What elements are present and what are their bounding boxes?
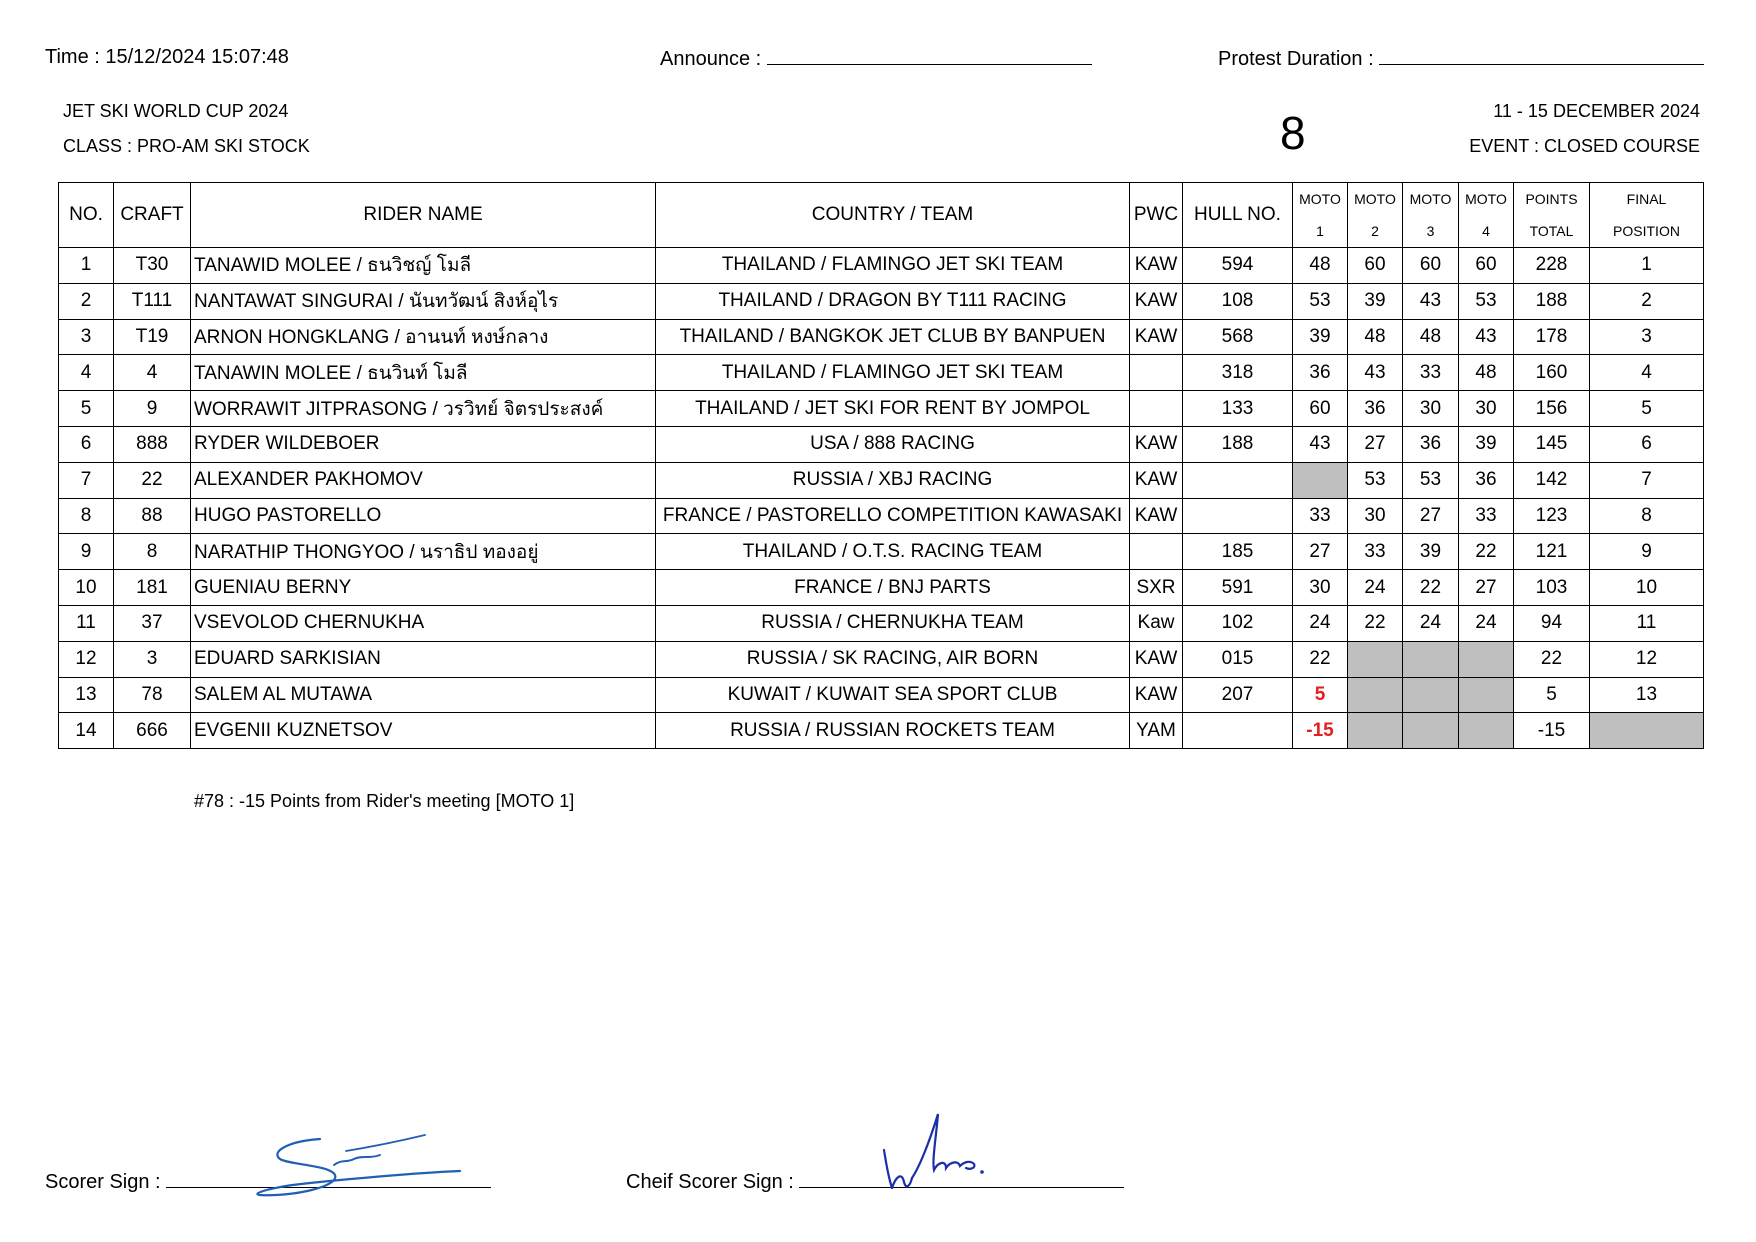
cell-rider-name: EVGENII KUZNETSOV: [191, 713, 656, 749]
col-header-moto-1: MOTO 1: [1293, 183, 1348, 248]
cell-points-total: 188: [1514, 283, 1590, 319]
cell-country-team: THAILAND / JET SKI FOR RENT BY JOMPOL: [656, 391, 1130, 427]
cell-rider-name: ALEXANDER PAKHOMOV: [191, 462, 656, 498]
cell-moto-1: 27: [1293, 534, 1348, 570]
cell-moto-4: [1459, 713, 1514, 749]
cell-pwc: [1130, 391, 1183, 427]
cell-country-team: THAILAND / DRAGON BY T111 RACING: [656, 283, 1130, 319]
cell-moto-3: 48: [1403, 319, 1459, 355]
col-header-moto-4: MOTO 4: [1459, 183, 1514, 248]
cell-rider-name: HUGO PASTORELLO: [191, 498, 656, 534]
cell-moto-3: 27: [1403, 498, 1459, 534]
cell-moto-2: [1348, 677, 1403, 713]
cell-rider-name: ARNON HONGKLANG / อานนท์ หงษ์กลาง: [191, 319, 656, 355]
cell-moto-2: 27: [1348, 426, 1403, 462]
cell-moto-2: 33: [1348, 534, 1403, 570]
cell-moto-3: 60: [1403, 248, 1459, 284]
cell-moto-4: 27: [1459, 570, 1514, 606]
cell-points-total: 145: [1514, 426, 1590, 462]
cell-moto-1: 36: [1293, 355, 1348, 391]
cell-craft: 4: [114, 355, 191, 391]
cell-final-position: 8: [1590, 498, 1704, 534]
cell-hull-no: 568: [1183, 319, 1293, 355]
cell-hull-no: 207: [1183, 677, 1293, 713]
cell-pwc: KAW: [1130, 426, 1183, 462]
cell-moto-4: 30: [1459, 391, 1514, 427]
cell-craft: 3: [114, 641, 191, 677]
cell-rider-name: SALEM AL MUTAWA: [191, 677, 656, 713]
cell-rider-name: NANTAWAT SINGURAI / นันทวัฒน์ สิงห์อุไร: [191, 283, 656, 319]
cell-moto-4: 39: [1459, 426, 1514, 462]
cell-hull-no: 108: [1183, 283, 1293, 319]
table-row: [59, 498, 1704, 534]
cell-points-total: 156: [1514, 391, 1590, 427]
results-table: [58, 182, 1704, 749]
cell-moto-2: 30: [1348, 498, 1403, 534]
penalty-note: #78 : -15 Points from Rider's meeting [MOTO 1]: [194, 791, 575, 811]
cell-hull-no: [1183, 713, 1293, 749]
cell-points-total: 178: [1514, 319, 1590, 355]
cell-hull-no: [1183, 462, 1293, 498]
cell-points-total: 121: [1514, 534, 1590, 570]
cell-rider-name: VSEVOLOD CHERNUKHA: [191, 605, 656, 641]
cell-craft: 37: [114, 605, 191, 641]
cell-no: 10: [59, 570, 114, 606]
table-row: [59, 605, 1704, 641]
cell-country-team: THAILAND / BANGKOK JET CLUB BY BANPUEN: [656, 319, 1130, 355]
cell-hull-no: 133: [1183, 391, 1293, 427]
cell-points-total: 5: [1514, 677, 1590, 713]
cell-hull-no: 594: [1183, 248, 1293, 284]
cell-points-total: -15: [1514, 713, 1590, 749]
cell-moto-2: 24: [1348, 570, 1403, 606]
protest-duration-field: [1218, 46, 1704, 71]
col-header-moto-3: MOTO 3: [1403, 183, 1459, 248]
cell-rider-name: TANAWID MOLEE / ธนวิชญ์ โมลี: [191, 248, 656, 284]
cell-pwc: KAW: [1130, 677, 1183, 713]
col-header-no: NO.: [59, 183, 114, 248]
table-row: [59, 677, 1704, 713]
cell-country-team: RUSSIA / RUSSIAN ROCKETS TEAM: [656, 713, 1130, 749]
cell-moto-2: 53: [1348, 462, 1403, 498]
cell-moto-1: 43: [1293, 426, 1348, 462]
cell-moto-1: -15: [1293, 713, 1348, 749]
cell-hull-no: 591: [1183, 570, 1293, 606]
cell-country-team: RUSSIA / SK RACING, AIR BORN: [656, 641, 1130, 677]
cell-points-total: 160: [1514, 355, 1590, 391]
cell-rider-name: GUENIAU BERNY: [191, 570, 656, 606]
cell-moto-1: 30: [1293, 570, 1348, 606]
cell-moto-1: 53: [1293, 283, 1348, 319]
cell-final-position: 11: [1590, 605, 1704, 641]
cell-pwc: KAW: [1130, 248, 1183, 284]
cell-hull-no: 185: [1183, 534, 1293, 570]
cell-rider-name: WORRAWIT JITPRASONG / วรวิทย์ จิตรประสงค์: [191, 391, 656, 427]
results-table-body: [59, 248, 1704, 749]
cell-country-team: RUSSIA / CHERNUKHA TEAM: [656, 605, 1130, 641]
cell-country-team: FRANCE / PASTORELLO COMPETITION KAWASAKI: [656, 498, 1130, 534]
cell-final-position: 3: [1590, 319, 1704, 355]
cell-craft: 22: [114, 462, 191, 498]
cell-moto-3: 53: [1403, 462, 1459, 498]
cell-moto-2: 60: [1348, 248, 1403, 284]
table-row: [59, 426, 1704, 462]
cell-moto-2: 43: [1348, 355, 1403, 391]
cell-moto-1: [1293, 462, 1348, 498]
table-row: [59, 355, 1704, 391]
table-row: [59, 462, 1704, 498]
table-row: [59, 641, 1704, 677]
cell-no: 4: [59, 355, 114, 391]
cell-pwc: Kaw: [1130, 605, 1183, 641]
cell-country-team: RUSSIA / XBJ RACING: [656, 462, 1130, 498]
announce-label: Announce :: [660, 48, 762, 70]
cell-moto-2: [1348, 713, 1403, 749]
cell-hull-no: 318: [1183, 355, 1293, 391]
cell-moto-4: 36: [1459, 462, 1514, 498]
event-dates: 11 - 15 DECEMBER 2024: [1493, 101, 1700, 121]
cell-moto-4: 43: [1459, 319, 1514, 355]
cell-no: 7: [59, 462, 114, 498]
cell-moto-4: 24: [1459, 605, 1514, 641]
cell-points-total: 142: [1514, 462, 1590, 498]
cell-craft: 9: [114, 391, 191, 427]
cell-craft: 181: [114, 570, 191, 606]
cell-no: 13: [59, 677, 114, 713]
cell-final-position: 6: [1590, 426, 1704, 462]
cell-moto-4: [1459, 641, 1514, 677]
cell-craft: T30: [114, 248, 191, 284]
cell-hull-no: 188: [1183, 426, 1293, 462]
cell-craft: T19: [114, 319, 191, 355]
table-row: [59, 248, 1704, 284]
cell-country-team: THAILAND / FLAMINGO JET SKI TEAM: [656, 355, 1130, 391]
cell-moto-1: 33: [1293, 498, 1348, 534]
cell-no: 12: [59, 641, 114, 677]
cell-pwc: SXR: [1130, 570, 1183, 606]
report-time: Time : 15/12/2024 15:07:48: [45, 46, 289, 68]
cell-pwc: YAM: [1130, 713, 1183, 749]
cell-final-position: 12: [1590, 641, 1704, 677]
cell-hull-no: 102: [1183, 605, 1293, 641]
cell-moto-4: 53: [1459, 283, 1514, 319]
cell-final-position: 1: [1590, 248, 1704, 284]
cell-moto-1: 39: [1293, 319, 1348, 355]
chief-scorer-signature: [880, 1110, 1000, 1200]
cell-no: 5: [59, 391, 114, 427]
cell-points-total: 228: [1514, 248, 1590, 284]
col-header-hull-no: HULL NO.: [1183, 183, 1293, 248]
cell-moto-4: 48: [1459, 355, 1514, 391]
cell-points-total: 103: [1514, 570, 1590, 606]
table-row: [59, 319, 1704, 355]
cell-country-team: FRANCE / BNJ PARTS: [656, 570, 1130, 606]
cell-hull-no: 015: [1183, 641, 1293, 677]
cell-rider-name: NARATHIP THONGYOO / นราธิป ทองอยู่: [191, 534, 656, 570]
event-class: CLASS : PRO-AM SKI STOCK: [63, 136, 310, 156]
cell-no: 2: [59, 283, 114, 319]
scorer-signature: [250, 1125, 470, 1205]
cell-moto-3: 24: [1403, 605, 1459, 641]
cell-moto-1: 5: [1293, 677, 1348, 713]
cell-craft: T111: [114, 283, 191, 319]
cell-moto-3: 43: [1403, 283, 1459, 319]
cell-moto-1: 24: [1293, 605, 1348, 641]
table-row: [59, 391, 1704, 427]
cell-no: 9: [59, 534, 114, 570]
cell-final-position: 10: [1590, 570, 1704, 606]
cell-moto-3: [1403, 677, 1459, 713]
cell-country-team: THAILAND / FLAMINGO JET SKI TEAM: [656, 248, 1130, 284]
cell-moto-1: 22: [1293, 641, 1348, 677]
cell-no: 3: [59, 319, 114, 355]
cell-moto-2: [1348, 641, 1403, 677]
cell-final-position: 9: [1590, 534, 1704, 570]
cell-pwc: KAW: [1130, 319, 1183, 355]
cell-moto-3: [1403, 713, 1459, 749]
cell-pwc: KAW: [1130, 283, 1183, 319]
cell-pwc: KAW: [1130, 641, 1183, 677]
cell-moto-3: 30: [1403, 391, 1459, 427]
cell-moto-1: 48: [1293, 248, 1348, 284]
col-header-rider-name: RIDER NAME: [191, 183, 656, 248]
cell-pwc: KAW: [1130, 462, 1183, 498]
cell-moto-3: 33: [1403, 355, 1459, 391]
cell-country-team: USA / 888 RACING: [656, 426, 1130, 462]
protest-duration-blank-line: [1379, 46, 1704, 65]
col-header-final-position: FINAL POSITION: [1590, 183, 1704, 248]
cell-points-total: 22: [1514, 641, 1590, 677]
cell-moto-4: 60: [1459, 248, 1514, 284]
cell-no: 6: [59, 426, 114, 462]
announce-blank-line: [767, 46, 1092, 65]
cell-points-total: 123: [1514, 498, 1590, 534]
cell-final-position: 13: [1590, 677, 1704, 713]
event-type: EVENT : CLOSED COURSE: [1469, 136, 1700, 156]
table-row: [59, 570, 1704, 606]
cell-final-position: 7: [1590, 462, 1704, 498]
cell-moto-4: 22: [1459, 534, 1514, 570]
cell-final-position: 4: [1590, 355, 1704, 391]
cell-hull-no: [1183, 498, 1293, 534]
table-row: [59, 534, 1704, 570]
cell-country-team: THAILAND / O.T.S. RACING TEAM: [656, 534, 1130, 570]
cell-craft: 666: [114, 713, 191, 749]
cell-final-position: 5: [1590, 391, 1704, 427]
col-header-moto-2: MOTO 2: [1348, 183, 1403, 248]
cell-pwc: [1130, 355, 1183, 391]
cell-points-total: 94: [1514, 605, 1590, 641]
cell-no: 11: [59, 605, 114, 641]
cell-final-position: 2: [1590, 283, 1704, 319]
cell-moto-2: 22: [1348, 605, 1403, 641]
cell-pwc: KAW: [1130, 498, 1183, 534]
chief-scorer-sign-field: [626, 1169, 1124, 1194]
table-header-row: [59, 183, 1704, 248]
cell-no: 1: [59, 248, 114, 284]
table-row: [59, 713, 1704, 749]
col-header-pwc: PWC: [1130, 183, 1183, 248]
cell-moto-3: [1403, 641, 1459, 677]
race-number: 8: [1280, 107, 1306, 159]
col-header-points-total: POINTS TOTAL: [1514, 183, 1590, 248]
table-row: [59, 283, 1704, 319]
cell-moto-3: 36: [1403, 426, 1459, 462]
cell-craft: 888: [114, 426, 191, 462]
cell-rider-name: TANAWIN MOLEE / ธนวินท์ โมลี: [191, 355, 656, 391]
cell-rider-name: EDUARD SARKISIAN: [191, 641, 656, 677]
cell-moto-2: 39: [1348, 283, 1403, 319]
cell-craft: 78: [114, 677, 191, 713]
scorer-sign-label: Scorer Sign :: [45, 1171, 161, 1193]
cell-moto-2: 36: [1348, 391, 1403, 427]
cell-craft: 8: [114, 534, 191, 570]
protest-duration-label: Protest Duration :: [1218, 48, 1374, 70]
announce-field: [660, 46, 1092, 71]
cell-country-team: KUWAIT / KUWAIT SEA SPORT CLUB: [656, 677, 1130, 713]
cell-craft: 88: [114, 498, 191, 534]
col-header-craft: CRAFT: [114, 183, 191, 248]
cell-final-position: [1590, 713, 1704, 749]
cell-moto-3: 39: [1403, 534, 1459, 570]
cell-moto-1: 60: [1293, 391, 1348, 427]
cell-moto-4: [1459, 677, 1514, 713]
cell-moto-3: 22: [1403, 570, 1459, 606]
cell-moto-2: 48: [1348, 319, 1403, 355]
chief-scorer-sign-label: Cheif Scorer Sign :: [626, 1171, 794, 1193]
cell-pwc: [1130, 534, 1183, 570]
col-header-country-team: COUNTRY / TEAM: [656, 183, 1130, 248]
cell-no: 8: [59, 498, 114, 534]
cell-moto-4: 33: [1459, 498, 1514, 534]
cell-rider-name: RYDER WILDEBOER: [191, 426, 656, 462]
event-name: JET SKI WORLD CUP 2024: [63, 101, 289, 121]
cell-no: 14: [59, 713, 114, 749]
